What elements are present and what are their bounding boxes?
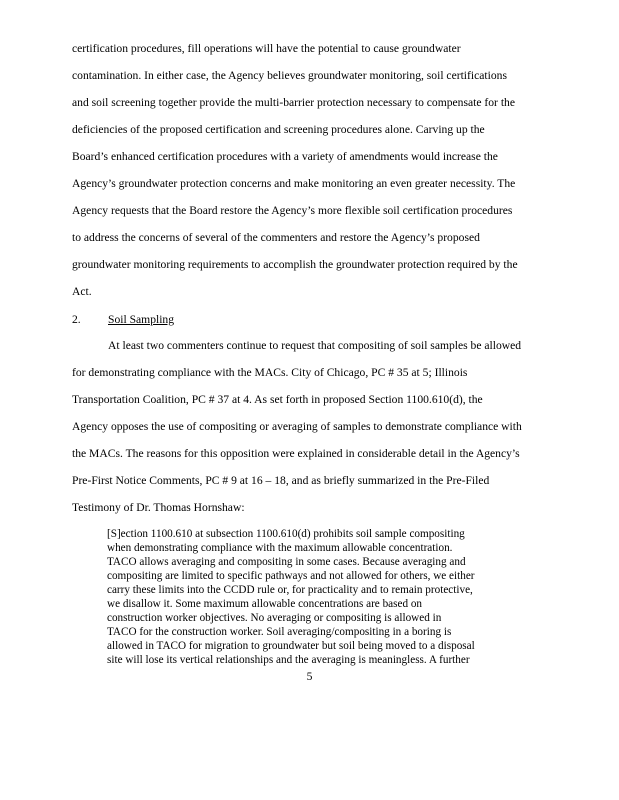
paragraph-line: Act. — [72, 285, 92, 298]
quote-line: allowed in TACO for migration to groundwater but soil being moved to a disposal — [107, 640, 475, 652]
quote-line: we disallow it. Some maximum allowable concentrations are based on — [107, 598, 423, 610]
paragraph-line: the MACs. The reasons for this opposition were explained in considerable detail in the Agency’s — [72, 447, 520, 460]
paragraph-line: Agency requests that the Board restore the Agency’s more flexible soil certification procedures — [72, 204, 513, 217]
paragraph-line: Agency opposes the use of compositing or averaging of samples to demonstrate compliance with — [72, 420, 522, 433]
paragraph-line: and soil screening together provide the multi-barrier protection necessary to compensate for the — [72, 96, 515, 109]
paragraph-line: groundwater monitoring requirements to accomplish the groundwater protection required by the — [72, 258, 518, 271]
quote-line: TACO allows averaging and compositing in some cases. Because averaging and — [107, 556, 466, 568]
quote-line: [S]ection 1100.610 at subsection 1100.610(d) prohibits soil sample compositing — [107, 528, 465, 540]
quote-line: site will lose its vertical relationships and the averaging is meaningless. A further — [107, 654, 470, 666]
page-number: 5 — [306, 670, 313, 683]
quote-line: compositing are limited to specific pathways and not allowed for others, we either — [107, 570, 475, 582]
paragraph-line: deficiencies of the proposed certification and screening procedures alone. Carving up the — [72, 123, 485, 136]
paragraph-line: Testimony of Dr. Thomas Hornshaw: — [72, 501, 245, 514]
paragraph-line: Pre-First Notice Comments, PC # 9 at 16 – 18, and as briefly summarized in the Pre-Filed — [72, 474, 490, 487]
quote-line: TACO for the construction worker. Soil averaging/compositing in a boring is — [107, 626, 452, 638]
paragraph-line: for demonstrating compliance with the MACs. City of Chicago, PC # 35 at 5; Illinois — [72, 366, 468, 379]
quote-line: construction worker objectives. No averaging or compositing is allowed in — [107, 612, 442, 624]
paragraph-line: At least two commenters continue to request that compositing of soil samples be allowed — [108, 339, 522, 352]
section-title: Soil Sampling — [108, 313, 175, 326]
paragraph-line: Board’s enhanced certification procedures with a variety of amendments would increase the — [72, 150, 498, 163]
section-number: 2. — [72, 313, 81, 326]
paragraph-line: contamination. In either case, the Agency believes groundwater monitoring, soil certifications — [72, 69, 507, 82]
quote-line: carry these limits into the CCDD rule or, for practicality and to remain protective, — [107, 584, 473, 596]
paragraph-line: to address the concerns of several of the commenters and restore the Agency’s proposed — [72, 231, 480, 244]
paragraph-line: Transportation Coalition, PC # 37 at 4. As set forth in proposed Section 1100.610(d), the — [72, 393, 483, 406]
quote-line: when demonstrating compliance with the maximum allowable concentration. — [107, 542, 453, 554]
paragraph-line: Agency’s groundwater protection concerns and make monitoring an even greater necessity. The — [72, 177, 516, 190]
paragraph-line: certification procedures, fill operations will have the potential to cause groundwater — [72, 42, 461, 55]
